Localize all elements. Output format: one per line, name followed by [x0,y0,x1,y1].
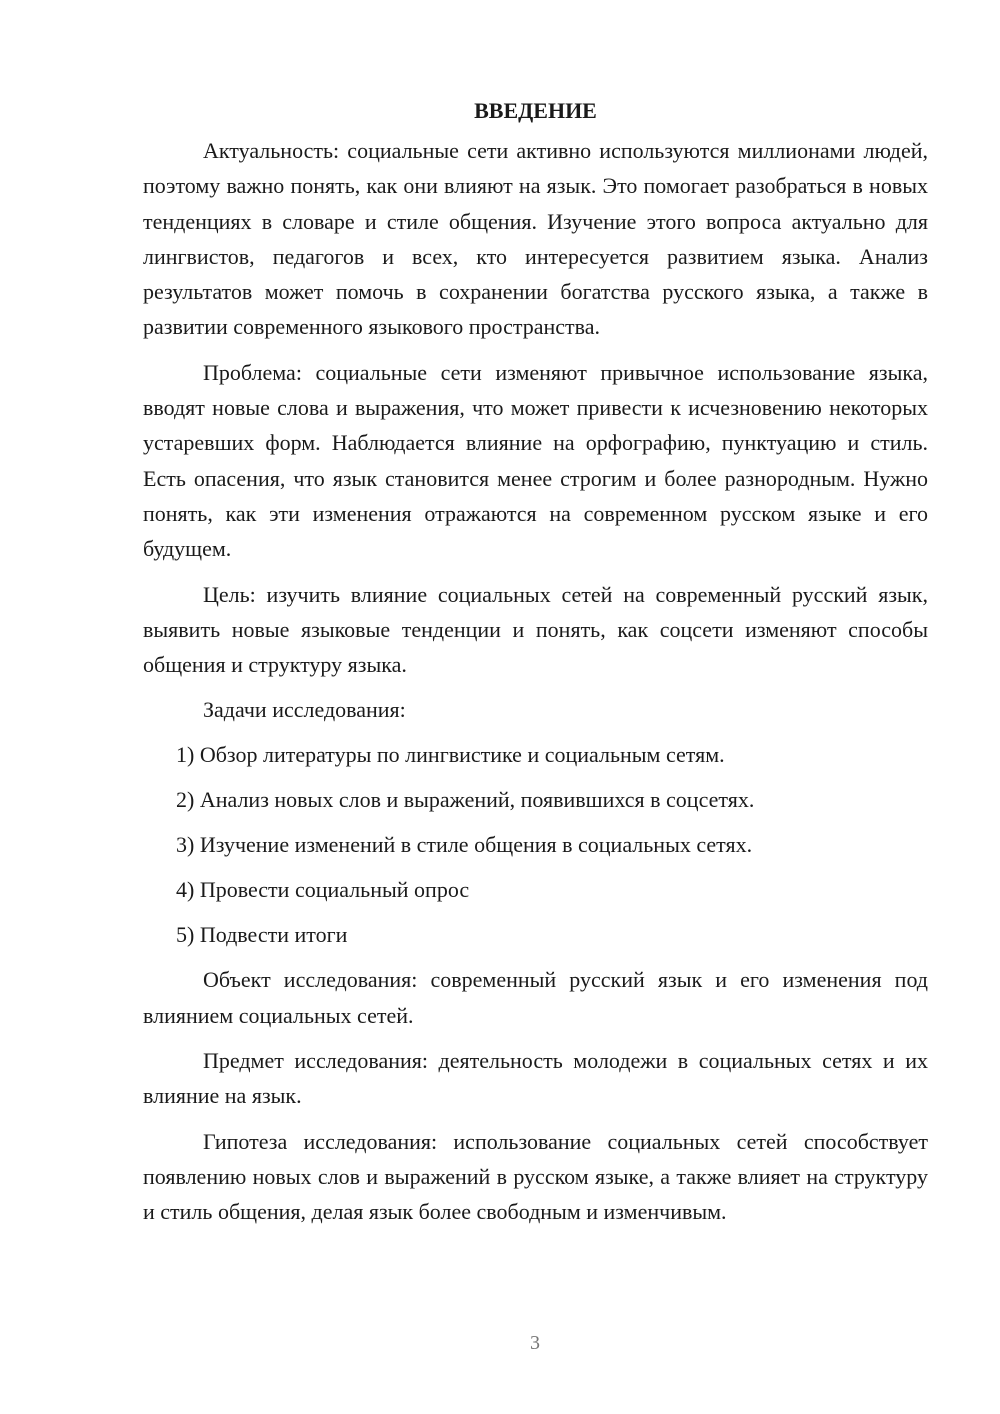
goal-paragraph: Цель: изучить влияние социальных сетей на современный русский язык, выявить новые языковые тенденции и понять, как соцсети изменяют способы общения и структуру языка. [143,581,928,678]
tasks-heading: Задачи исследования: [203,697,406,723]
task-item: 5) Подвести итоги [176,922,348,948]
task-item: 1) Обзор литературы по лингвистике и социальным сетям. [176,742,725,768]
task-item: 4) Провести социальный опрос [176,877,470,903]
problem-paragraph: Проблема: социальные сети изменяют привычное использование языка, вводят новые слова и выражения, что может привести к исчезновению некоторых устаревших форм. Наблюдается влияние на орфографию, пунктуацию и стиль. Есть опасения, что язык становится менее строгим и более разнородным. Нужно понять, как эти изменения отражаются на современном русском языке и его будущем. [143,359,928,562]
task-item: 2) Анализ новых слов и выражений, появившихся в соцсетях. [176,787,755,813]
page-number: 3 [530,1332,540,1354]
object-paragraph: Объект исследования: современный русский язык и его изменения под влиянием социальных сетей. [143,967,928,1028]
task-item: 3) Изучение изменений в стиле общения в социальных сетях. [176,832,753,858]
subject-paragraph: Предмет исследования: деятельность молодежи в социальных сетях и их влияние на язык. [143,1048,928,1109]
document-page [143,93,928,1240]
relevance-paragraph: Актуальность: социальные сети активно используются миллионами людей, поэтому важно понять, как они влияют на язык. Это помогает разобраться в новых тенденциях в словаре и стиле общения. Изучение этого вопроса актуально для лингвистов, педагогов и всех, кто интересуется развитием языка. Анализ результатов может помочь в сохранении богатства русского языка, а также в развитии современного языкового пространства. [143,138,928,340]
section-title: ВВЕДЕНИЕ [474,98,597,123]
hypothesis-paragraph: Гипотеза исследования: использование социальных сетей способствует появлению новых слов и выражений в русском языке, а также влияет на структуру и стиль общения, делая язык более свободным и изменчивым. [143,1128,928,1225]
